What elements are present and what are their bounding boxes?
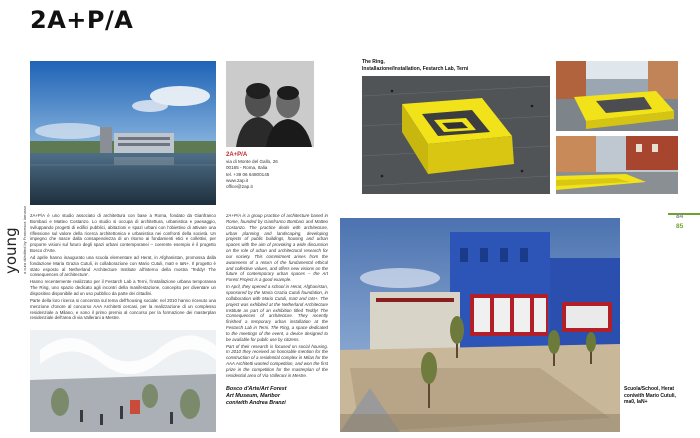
page-number-bar: [668, 213, 700, 215]
contact-email-link[interactable]: office@2ap.it: [226, 184, 253, 190]
section-label: young: [2, 227, 20, 274]
art-forest-interior-photo: [30, 330, 216, 432]
contact-line: via di Monte del Gallo, 26: [226, 159, 278, 164]
founders-portrait-photo: [226, 61, 314, 147]
page-number-right: 85: [676, 223, 684, 230]
paragraph: Parte della loro ricerca si concentra sul tema dell'housing sociale: nel 2010 hanno ricevuto una menzione d'onore al concorso AAA Architetti cercasi, per la realizzazione di un complesso residenziale a Milano, e sono il primo premio al concorso per la formazione dei masterplan residenziale dell'area di via Vallerani a Mestre.: [30, 297, 216, 321]
page-number-left: 84: [676, 213, 684, 220]
paragraph: In April, they opened a school in Herat, Afghanistan, sponsored by the Maria Grazia Cutuli foundation, in collaboration with Mario Cutuli, ma0 and IaN+. The project was exhibited at the Netherland Architecture Institute as part of an exhibition titled Teddy! The Consequences of architecture. They recently finished a temporary urban installation at the Festarch Lab in Terni. The Ring, a space dedicated to the meetings of the event, a device designed to be available for public use by citizens.: [226, 284, 328, 342]
caption-herat-school: Scuola/School, Herat con/with Mario Cutuli, ma0, IaN+: [624, 386, 676, 405]
caption-art-forest: Bosco d'Arte/Art Forest Art Museum, Maribor con/with Andrea Branzi: [226, 386, 287, 406]
paragraph: Ad aprile hanno inaugurato una scuola elementare ad Herat, in Afghanistan, promossa dalla fondazione Maria Grazia Cutuli, in collaborazione con Mario Cutuli, ma0 e IaN+. Il progetto è stato esposto al Netherland Architecture Institute all'interno della mostra 'Teddy! The consequences of architecture'.: [30, 254, 216, 278]
contact-line: 00165 - Roma, Italia: [226, 165, 268, 171]
paragraph: Part of their research is focused on social housing. In 2010 they received an honorable mention for the construction of a residential complex in Milan for the AAA Architetti wanted competition, and won the first prize in the competition for the masterplan of the residential area of Via Vallerani in Mestre.: [226, 343, 328, 378]
the-ring-seating-photo: [556, 136, 678, 194]
section-credit: a cura di/edited by Francesca Iarrusso: [22, 205, 27, 274]
bosco-render-photo: [30, 61, 216, 205]
firm-name: 2A+P/A: [226, 152, 248, 158]
herat-school-photo: [340, 218, 620, 432]
the-ring-street-photo: [556, 61, 678, 131]
page-title: 2A+P/A: [30, 6, 134, 34]
paragraph: 2A+P/A is a group practice of architecture based in Rome, founded by Gianfranco Bombaci and Matteo Costanzo. The practice deals with architecture, urban planning and landscaping, developing projects of public buildings, housing and urban spaces with the aim of provoking a wide discussion on the role of urban and architectural research for our society. This commitment arises from the awareness of a return of the fundamental ethical and collective values, and offers new visions on the future of contemporary urban spaces – the Art Forest Project is a good example.: [226, 213, 328, 283]
contact-line: tel. +39 06 64800145: [226, 171, 270, 177]
contact-website-link[interactable]: www.2ap.it: [226, 177, 249, 183]
paragraph: 2A+P/A è uno studio associato di architettura con base a Roma, fondato da Gianfranco Bombaci e Matteo Costanzo. Lo studio si occupa di architettura, urbanistica e paesaggio, sviluppando progetti di edifici pubblici, abitazioni e spazi urbani con l'obiettivo di attivare una riflessione sul valore della ricerca architettonica e urbanistica nei confronti della società. Un impegno che nasce dalla consapevolezza di un ritorno ai fondamenti etici e collettivi, per proporre visioni sul futuro degli spazi urbani contemporanei – coerente esempio è il progetto Bosco d'Arte.: [30, 213, 216, 254]
body-text-english: [226, 213, 328, 380]
the-ring-aerial-photo: [362, 76, 550, 194]
caption-the-ring: The Ring, Installazione/Installation, Festarch Lab, Terni: [362, 59, 469, 72]
body-text-italian: [30, 213, 216, 322]
paragraph: Hanno recentemente realizzato per il Festarch Lab a Terni, l'installazione urbana temporanea The Ring, uno spazio dedicato agli incontri della manifestazione, concepito per diventare un dispositivo disponibile ad un uso pubblico da parte dei cittadini.: [30, 279, 216, 296]
contact-block: [226, 151, 306, 190]
